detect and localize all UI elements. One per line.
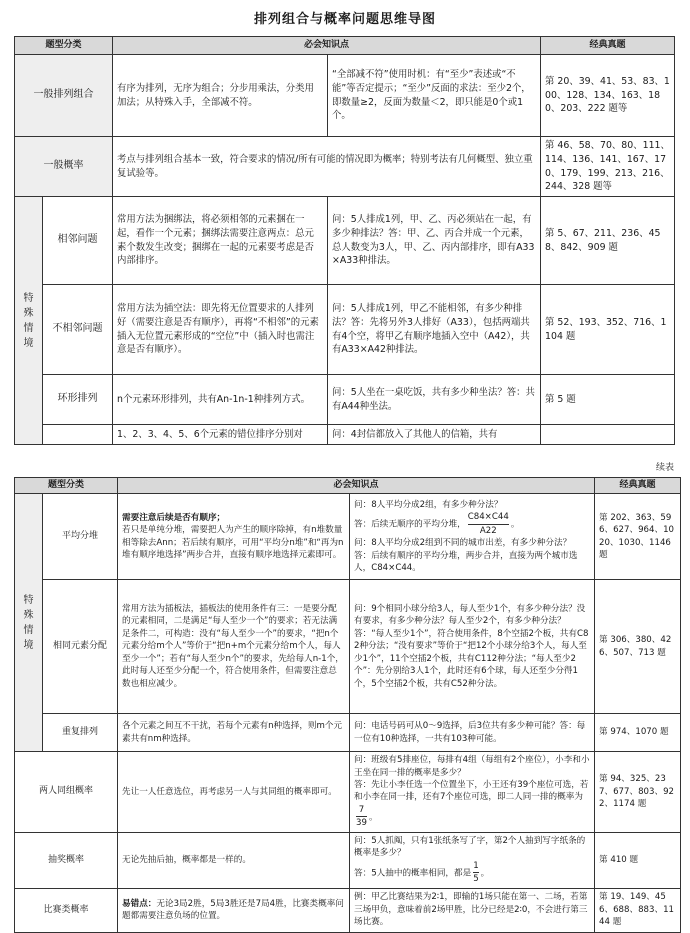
method-identical-distribution: 常用方法为插板法，插板法的使用条件有三：一是要分配的元素相同，二是满足“每人至少一个”的要求；若无法满足条件二，可构造：没有“每人至少一个”的要求，“把n个元素分给m个人”等价于“把n+m个元素分给m个人，每人至少一个”；若有“每人至少n个”的要求，先给每人n-1个，此时每人还至少分配一个，符合使用条件，但需要注意总数也相应减少。 <box>118 580 350 714</box>
row-adjacent <box>15 197 675 285</box>
header-knowledge: 必会知识点 <box>113 37 541 55</box>
mindmap-table-part2 <box>14 477 681 933</box>
table1-header-row <box>15 37 675 55</box>
header-type: 题型分类 <box>15 37 113 55</box>
sub-circular: 环形排列 <box>43 375 113 425</box>
mindmap-table-part1 <box>14 36 675 445</box>
problems-identical-distribution: 第 306、380、426、507、713 题 <box>595 580 681 714</box>
example-circular: 问：5人坐在一桌吃饭，共有多少种坐法？答：共有A44种坐法。 <box>328 375 541 425</box>
fraction-lottery: $\frac{1}{5}$ <box>473 860 479 885</box>
row-even-grouping <box>15 494 681 580</box>
row-identical-distribution <box>15 580 681 714</box>
sub-cut-off <box>43 425 113 445</box>
row-two-people <box>15 752 681 833</box>
category-lottery: 抽奖概率 <box>15 832 118 888</box>
header-problems-2: 经典真题 <box>595 478 681 494</box>
problems-lottery: 第 410 题 <box>595 832 681 888</box>
problems-repeat-arrangement: 第 974、1070 题 <box>595 714 681 752</box>
fraction-two-people: $\frac{7}{39}$ <box>356 804 367 829</box>
problems-match: 第 19、149、456、688、883、1144 题 <box>595 888 681 932</box>
problems-cut-off <box>541 425 675 445</box>
sub-even-grouping: 平均分堆 <box>43 494 118 580</box>
method-lottery: 无论先抽后抽，概率都是一样的。 <box>118 832 350 888</box>
row-lottery <box>15 832 681 888</box>
sub-adjacent: 相邻问题 <box>43 197 113 285</box>
row-circular <box>15 375 675 425</box>
method-two-people: 先让一人任意选位，再考虑另一人与其同组的概率即可。 <box>118 752 350 833</box>
table2-header-row <box>15 478 681 494</box>
example-lottery: 问：5人抓阄，只有1张纸条写了字，第2个人抽到写字纸条的概率是多少？ 答：5人抽中的概率相同，都是 $\frac{1}{5}$ 。 <box>350 832 595 888</box>
problems-general-probability: 第 46、58、70、80、111、114、136、141、167、170、179、199、213、216、244、328 题等 <box>541 137 675 197</box>
example-identical-distribution: 问：9个相同小球分给3人，每人至少1个，有多少种分法？没有要求，有多少种分法？每人至少2个，有多少种分法？答：“每人至少1个”，符合使用条件，8个空插2个板，共有C82种分法；“没有要求”等价于“把12个小球分给3个人，每人至少1个”，11个空插2个板，共有C112种分法；“每人至少2个”：先分别给3人1个，此时还有6个球，每人还至少分得1个，5个空插2个板，共有C52种分法。 <box>350 580 595 714</box>
page-title: 排列组合与概率问题思维导图 <box>253 12 436 27</box>
category-two-people: 两人同组概率 <box>15 752 118 833</box>
knowledge-general-probability: 考点与排列组合基本一致，符合要求的情况/所有可能的情况即为概率；特别考法有几何概型、独立重复试验等。 <box>113 137 541 197</box>
sub-identical-distribution: 相同元素分配 <box>43 580 118 714</box>
row-general-probability <box>15 137 675 197</box>
header-type-2: 题型分类 <box>15 478 118 494</box>
row-general-combination <box>15 55 675 137</box>
method-nonadjacent: 常用方法为插空法：即先将无位置要求的人排列好（需要注意是否有顺序），再将“不相邻”的元素插入无位置元素形成的“空位”中（插入时也需注意是否有顺序）。 <box>113 285 328 375</box>
category-general-combination: 一般排列组合 <box>15 55 113 137</box>
problems-two-people: 第 94、325、237、677、803、922、1174 题 <box>595 752 681 833</box>
category-general-probability: 一般概率 <box>15 137 113 197</box>
header-problems: 经典真题 <box>541 37 675 55</box>
row-repeat-arrangement <box>15 714 681 752</box>
tip-general-combination: “全部减不符”使用时机：有“至少”表述或“不能”等否定提示；“至少”反面的求法：至少2个，即数量≥2，反面为数量＜2，即只能是0个或1个。 <box>328 55 541 137</box>
problems-general-combination: 第 20、39、41、53、83、100、128、134、163、180、203、222 题等 <box>541 55 675 137</box>
problems-adjacent: 第 5、67、211、236、458、842、909 题 <box>541 197 675 285</box>
row-nonadjacent <box>15 285 675 375</box>
special-situations-label-2: 特殊情境 <box>15 494 43 752</box>
problems-circular: 第 5 题 <box>541 375 675 425</box>
sub-repeat-arrangement: 重复排列 <box>43 714 118 752</box>
method-match: 易错点：无论3局2胜，5局3胜还是7局4胜，比赛类概率问题都需要注意负场的位置。 <box>118 888 350 932</box>
example-even-grouping: 问：8人平均分成2组，有多少种分法？ 答：后续无顺序的平均分堆， $\frac{C84\times C44}{A22}$ 。 问：8人平均分成2组到不同的城市出差，有多少种分法？ 答：后续有顺序的平均分堆，两步合并，直接为两个城市选人，C84×C44。 <box>350 494 595 580</box>
example-cut-off: 问：4封信都放入了其他人的信箱，共有 <box>328 425 541 445</box>
method-circular: n个元素环形排列，共有An-1n-1种排列方式。 <box>113 375 328 425</box>
knowledge-general-combination: 有序为排列，无序为组合；分步用乘法，分类用加法；从特殊入手，全部减不符。 <box>113 55 328 137</box>
problems-nonadjacent: 第 52、193、352、716、1104 题 <box>541 285 675 375</box>
header-knowledge-2: 必会知识点 <box>118 478 595 494</box>
row-cut-off <box>15 425 675 445</box>
sub-nonadjacent: 不相邻问题 <box>43 285 113 375</box>
example-match: 例：甲乙比赛结果为2∶1，即输的1场只能在第一、二场，若第三场甲负，意味着前2场甲胜，比分已经是2∶0，不会进行第三场比赛。 <box>350 888 595 932</box>
example-repeat-arrangement: 问：电话号码可从0～9选择，后3位共有多少种可能？答：每一位有10种选择，一共有103种可能。 <box>350 714 595 752</box>
problems-even-grouping: 第 202、363、596、627、964、1020、1030、1146 题 <box>595 494 681 580</box>
example-two-people: 问：班级有5排座位，每排有4组（每组有2个座位），小李和小王坐在同一排的概率是多少？ 答：先让小李任选一个位置坐下，小王还有39个座位可选，若和小李在同一排，还有7个座位可选，即二人同一排的概率为 $\frac{7}{39}$ 。 <box>350 752 595 833</box>
special-situations-label: 特殊情境 <box>15 197 43 445</box>
method-adjacent: 常用方法为捆绑法，将必须相邻的元素捆在一起，看作一个元素；捆绑法需要注意两点：总元素个数发生改变；捆绑在一起的元素要考虑是否内部排序。 <box>113 197 328 285</box>
method-even-grouping: 需要注意后续是否有顺序； 若只是单纯分堆，需要把人为产生的顺序除掉，有n堆数量相等除去Ann；若后续有顺序，可用“平均分n堆”和“再为n堆有顺序地选择”两步合并，直接有顺序地选择元素即可。 <box>118 494 350 580</box>
row-match <box>15 888 681 932</box>
method-repeat-arrangement: 各个元素之间互不干扰，若每个元素有n种选择，则m个元素共有nm种选择。 <box>118 714 350 752</box>
example-nonadjacent: 问：5人排成1列，甲乙不能相邻，有多少种排法？答：先将另外3人排好（A33），包括两端共有4个空，将甲乙有顺序地插入空中（A42），共有A33×A42种排法。 <box>328 285 541 375</box>
method-cut-off: 1、2、3、4、5、6个元素的错位排序分别对 <box>113 425 328 445</box>
fraction-grouping: $\frac{C84\times C44}{A22}$ <box>467 512 509 536</box>
continued-label: 续表 <box>655 463 674 473</box>
example-adjacent: 问：5人排成1列，甲、乙、丙必须站在一起，有多少种排法？答：甲、乙、丙合并成一个元素，总人数变为3人，甲、乙、丙内部排序，即有A33×A33种排法。 <box>328 197 541 285</box>
category-match: 比赛类概率 <box>15 888 118 932</box>
